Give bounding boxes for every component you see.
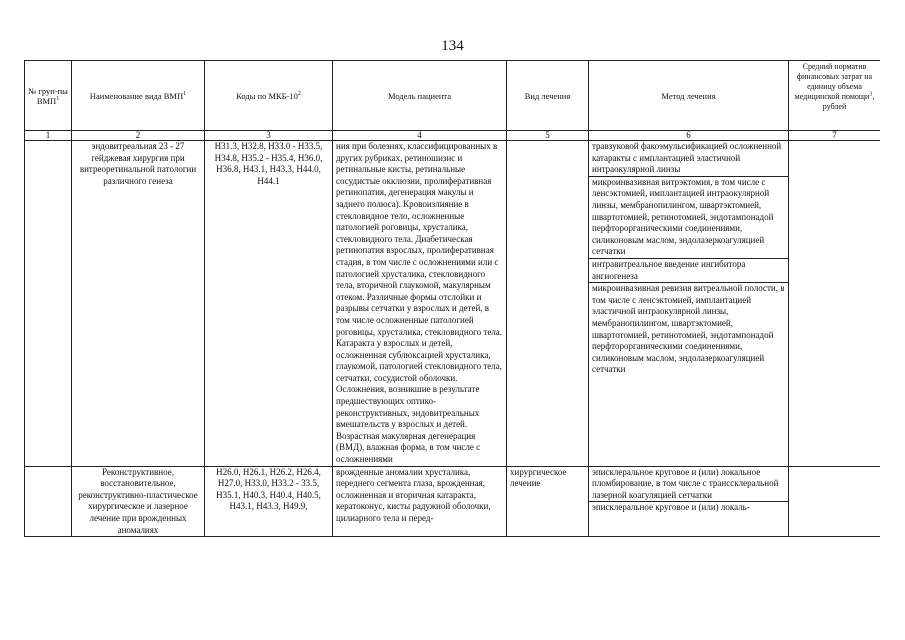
method-item: эписклеральное круговое и (или) локаль- [592, 502, 750, 513]
norm-cell [789, 141, 881, 467]
column-number: 3 [205, 131, 333, 141]
method-item: микроинвазивная ревизия витреальной полости, в том числе с ленсэктомией, имплантацией эластичной интраокулярной линзы, мембранопилингом, швартэктомией, швартотомией, ретинотомией, эндотампонадой перфторорганическими соединениями, силиконовым маслом, эндолазеркоагуляцией сетчатки [592, 283, 785, 375]
group-cell [25, 141, 72, 467]
header-codes: Коды по МКБ-$10^2$ [205, 61, 333, 131]
column-number: 7 [789, 131, 881, 141]
header-scope: Вид лечения [507, 61, 589, 131]
vmp-table [24, 60, 880, 537]
vmp-name-cell: эндовитреальная 23 - 27 гейджевая хирургия при витреоретинальной патологии различного генеза [72, 141, 205, 467]
method-item: травзуковой факоэмульсификацией осложненной катаракты с имплантацией эластичной интраокулярной линзы [589, 141, 788, 177]
method-item: микроинвазивная витрэктомия, в том числе с ленсэктомией, имплантацией интраокулярной линзы, мембранопилингом, швартэктомией, швартотомией, ретинотомией, эндотампонадой перфторорганическими соединениями, силиконовым маслом, эндолазеркоагуляцией сетчатки [589, 177, 788, 259]
method-item: интравитреальное введение ингибитора ангиогенеза [589, 259, 788, 283]
page-number: 134 [441, 38, 464, 54]
treatment-type-cell [507, 141, 589, 467]
patient-model-cell: ния при болезнях, классифицированных в других рубриках, ретиношизис и ретинальные кисты, ретинальные сосудистые окклюзии, пролиферативная ретинопатия, дегенерация макулы и заднего полюса). Кровоизлияние в стекловидное тело, осложненные патологией роговицы, хрусталика, стекловидного тела. Диабетическая ретинопатия взрослых, пролиферативная стадия, в том числе с осложнениями или с патологией хрусталика, стекловидного тела, вторичной глаукомой, макулярным отеком. Различные формы отслойки и разрывы сетчатки у взрослых и детей, в том числе осложненные патологией роговицы, хрусталика, стекловидного тела. Катаракта у взрослых и детей, осложненная сублюксацией хрусталика, глаукомой, патологией стекловидного тела, сетчатки, сосудистой оболочки. Осложнения, возникшие в результате предшествующих оптико-реконструктивных, эндовитреальных вмешательств у взрослых и детей. Возрастная макулярная дегенерация (ВМД), влажная форма, в том числе с осложнениями [333, 141, 507, 467]
column-number: 5 [507, 131, 589, 141]
column-number: 4 [333, 131, 507, 141]
treatment-method-cell [589, 466, 789, 537]
header-row [25, 61, 881, 131]
norm-cell [789, 466, 881, 537]
column-number: 6 [589, 131, 789, 141]
header-name: Наименование вида ВМП$^1$ [72, 61, 205, 131]
header-method: Метод лечения [589, 61, 789, 131]
column-number: 2 [72, 131, 205, 141]
column-number: 1 [25, 131, 72, 141]
vmp-name-cell: Реконструктивное, восстановительное, реконструктивно-пластическое хирургическое и лазерное лечение при врожденных аномалиях [72, 466, 205, 537]
header-model: Модель пациента [333, 61, 507, 131]
vmp-table-sheet [24, 60, 880, 578]
header-group: № груп-пы ВМП$^1$ [25, 61, 72, 131]
treatment-type-cell: хирургическое лечение [507, 466, 589, 537]
table-row [25, 466, 881, 537]
treatment-method-cell [589, 141, 789, 467]
group-cell [25, 466, 72, 537]
patient-model-cell: врожденные аномалии хрусталика, переднего сегмента глаза, врожденная, осложненная и вторичная катаракта, кератоконус, кисты радужной оболочки, цилиарного тела и перед- [333, 466, 507, 537]
header-norm: Средний норматив финансовых затрат на единицу объема медицинской помощи$^3$, рублей [789, 61, 881, 131]
table-row [25, 141, 881, 467]
icd-codes-cell: H31.3, H32.8, H33.0 - H33.5, H34.8, H35.2 - H35.4, H36.0, H36.8, H43.1, H43.3, H44.0, H44.1 [205, 141, 333, 467]
icd-codes-cell: H26.0, H26.1, H26.2, H26.4, H27.0, H33.0, H33.2 - 33.5, H35.1, H40.3, H40.4, H40.5, H43.1, H43.3, H49.9, [205, 466, 333, 537]
method-item: эписклеральное круговое и (или) локальное пломбирование, в том числе с транссклеральной лазерной коагуляцией сетчатки [589, 467, 788, 503]
column-number-row [25, 131, 881, 141]
